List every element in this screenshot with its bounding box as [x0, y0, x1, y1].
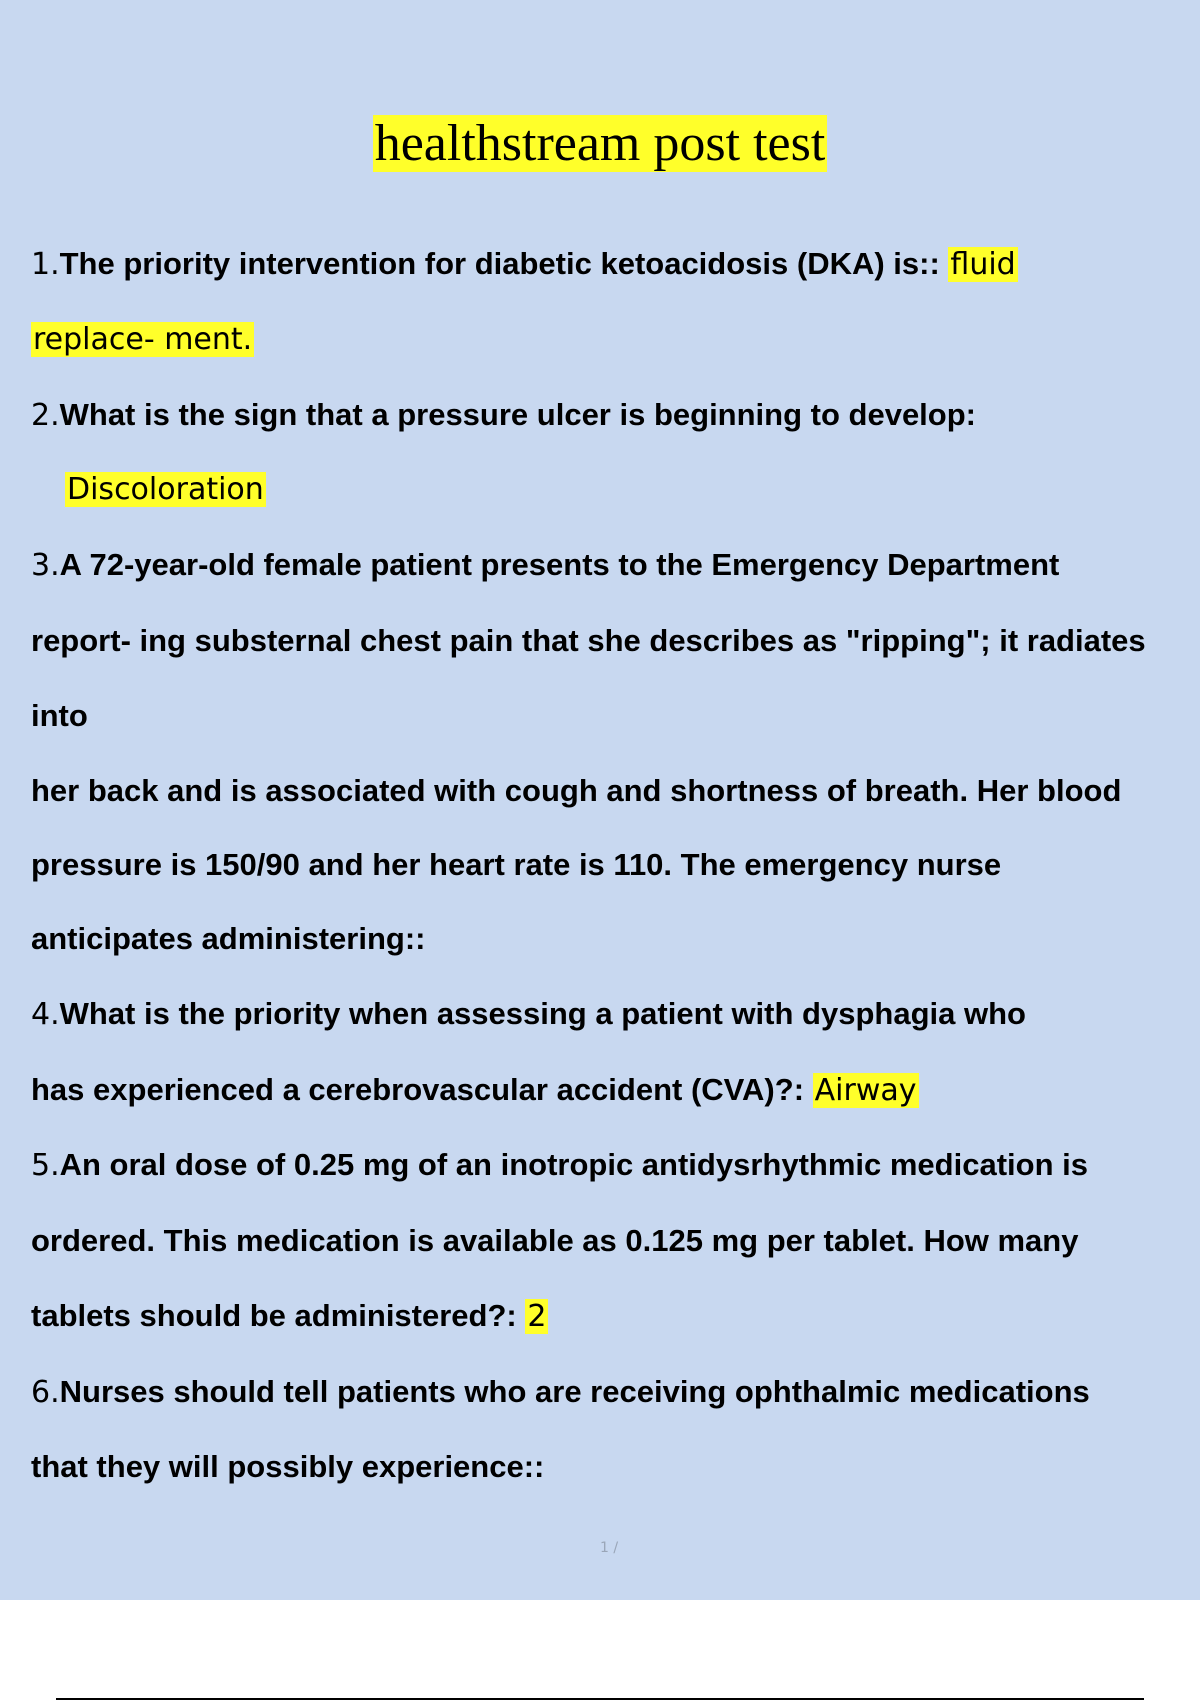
question-1-line-2 [31, 319, 254, 360]
question-text: tablets should be administered?: [31, 1298, 526, 1333]
question-text: A 72-year-old female patient presents to the Emergency Department [59, 547, 1060, 582]
answer-highlight: fluid [950, 247, 1016, 282]
question-text: Nurses should tell patients who are receiving ophthalmic medications [59, 1374, 1090, 1409]
question-text: The priority intervention for diabetic ketoacidosis (DKA) is:: [59, 246, 949, 281]
question-text: An oral dose of 0.25 mg of an inotropic antidysrhythmic medication is [59, 1147, 1088, 1182]
question-number: 6. [31, 1375, 60, 1410]
question-3-line-5: pressure is 150/90 and her heart rate is 110. The emergency nurse [31, 847, 1002, 882]
question-1-line-1 [31, 244, 1018, 285]
question-4-line-2 [31, 1070, 919, 1111]
question-text: What is the sign that a pressure ulcer is beginning to develop: [59, 397, 976, 432]
question-3-line-3: into [31, 698, 88, 733]
question-6-line-2: that they will possibly experience:: [31, 1449, 545, 1484]
answer-highlight: Airway [814, 1073, 917, 1108]
answer-highlight: 2 [527, 1299, 547, 1334]
answer-highlight: replace- ment. [33, 322, 253, 357]
question-text: has experienced a cerebrovascular accident (CVA)?: [31, 1072, 813, 1107]
question-2-line-2 [65, 469, 266, 510]
title-highlight: healthstream post test [374, 115, 826, 172]
question-3-line-4: her back and is associated with cough and shortness of breath. Her blood [31, 773, 1122, 808]
question-number: 5. [31, 1148, 60, 1183]
question-number: 3. [31, 548, 60, 583]
question-3-line-2: report- ing substernal chest pain that she describes as "ripping"; it radiates [31, 623, 1146, 658]
answer-highlight: Discoloration [67, 472, 264, 507]
question-6-line-1 [31, 1372, 1090, 1413]
question-number: 2. [31, 398, 60, 433]
question-5-line-2: ordered. This medication is available as 0.125 mg per tablet. How many [31, 1223, 1079, 1258]
question-number: 4. [31, 997, 60, 1032]
question-3-line-1 [31, 545, 1059, 586]
question-2-line-1 [31, 395, 976, 436]
question-5-line-1 [31, 1145, 1088, 1186]
question-text: What is the priority when assessing a patient with dysphagia who [59, 996, 1026, 1031]
question-3-line-6: anticipates administering:: [31, 921, 426, 956]
question-4-line-1 [31, 994, 1026, 1035]
page-number: 1 / [600, 1540, 619, 1556]
page-title [0, 108, 1200, 180]
question-5-line-3 [31, 1296, 548, 1337]
question-number: 1. [31, 247, 60, 282]
